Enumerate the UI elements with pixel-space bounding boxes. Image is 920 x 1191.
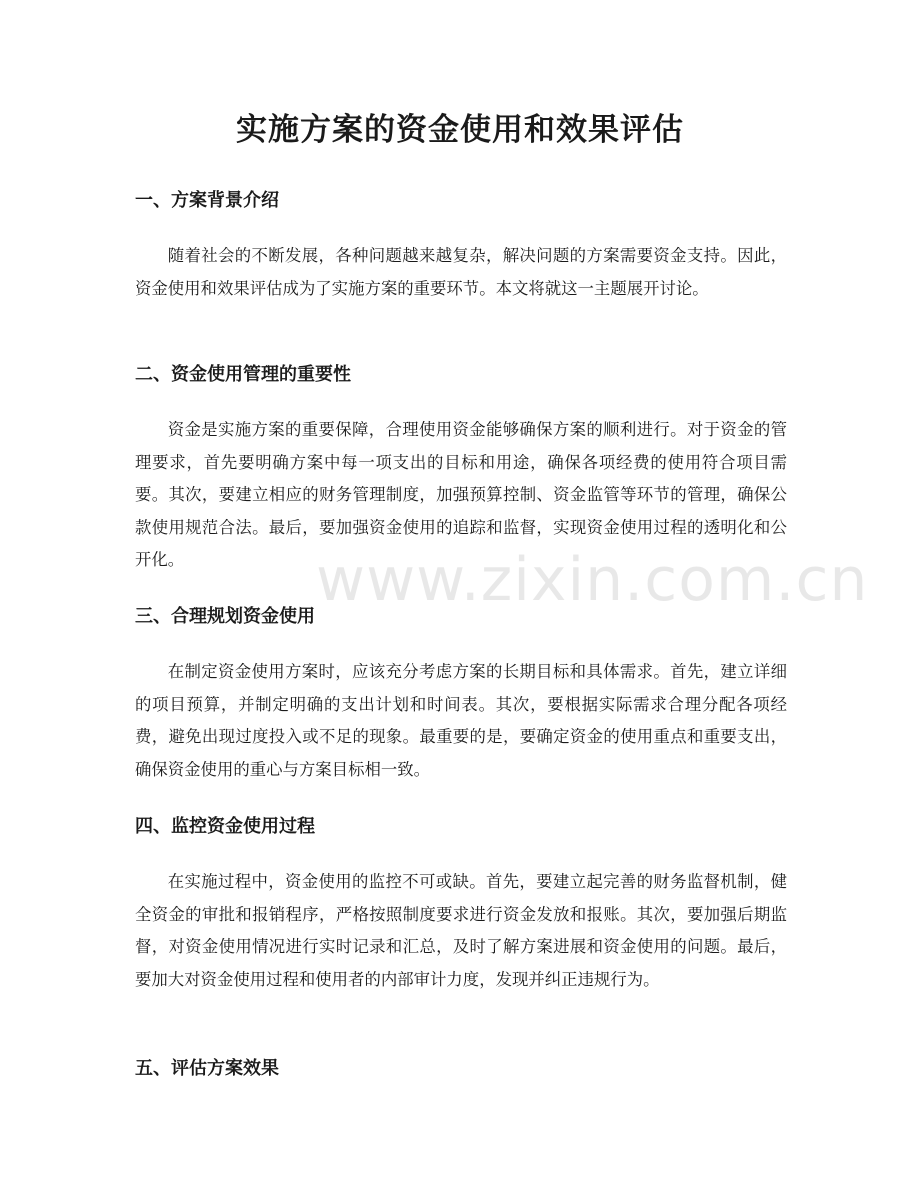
section-paragraph: 随着社会的不断发展，各种问题越来越复杂，解决问题的方案需要资金支持。因此，资金使用和效果评估成为了实施方案的重要环节。本文将就这一主题展开讨论。 xyxy=(135,246,787,298)
section-heading: 五、评估方案效果 xyxy=(135,1058,279,1079)
section-effect-evaluation xyxy=(135,1056,787,1082)
section-fund-monitoring xyxy=(135,814,787,996)
section-background xyxy=(135,188,787,305)
section-paragraph: 资金是实施方案的重要保障，合理使用资金能够确保方案的顺利进行。对于资金的管理要求，首先要明确方案中每一项支出的目标和用途，确保各项经费的使用符合项目需要。其次，要建立相应的财务管理制度，加强预算控制、资金监管等环节的管理，确保公款使用规范合法。最后，要加强资金使用的追踪和监督，实现资金使用过程的透明化和公开化。 xyxy=(135,420,787,569)
section-heading: 三、合理规划资金使用 xyxy=(135,606,315,627)
section-fund-management xyxy=(135,362,787,577)
section-paragraph: 在实施过程中，资金使用的监控不可或缺。首先，要建立起完善的财务监督机制，健全资金的审批和报销程序，严格按照制度要求进行资金发放和报账。其次，要加强后期监督，对资金使用情况进行实时记录和汇总，及时了解方案进展和资金使用的问题。最后，要加大对资金使用过程和使用者的内部审计力度，发现并纠正违规行为。 xyxy=(135,872,787,989)
section-heading: 二、资金使用管理的重要性 xyxy=(135,364,351,385)
section-paragraph: 在制定资金使用方案时，应该充分考虑方案的长期目标和具体需求。首先，建立详细的项目预算，并制定明确的支出计划和时间表。其次，要根据实际需求合理分配各项经费，避免出现过度投入或不足的现象。最重要的是，要确定资金的使用重点和重要支出，确保资金使用的重心与方案目标相一致。 xyxy=(135,662,787,779)
section-heading: 一、方案背景介绍 xyxy=(135,190,279,211)
document-title: 实施方案的资金使用和效果评估 xyxy=(236,112,684,148)
section-fund-planning xyxy=(135,604,787,786)
section-heading: 四、监控资金使用过程 xyxy=(135,816,315,837)
watermark: www.zixin.com.cn xyxy=(316,545,869,615)
